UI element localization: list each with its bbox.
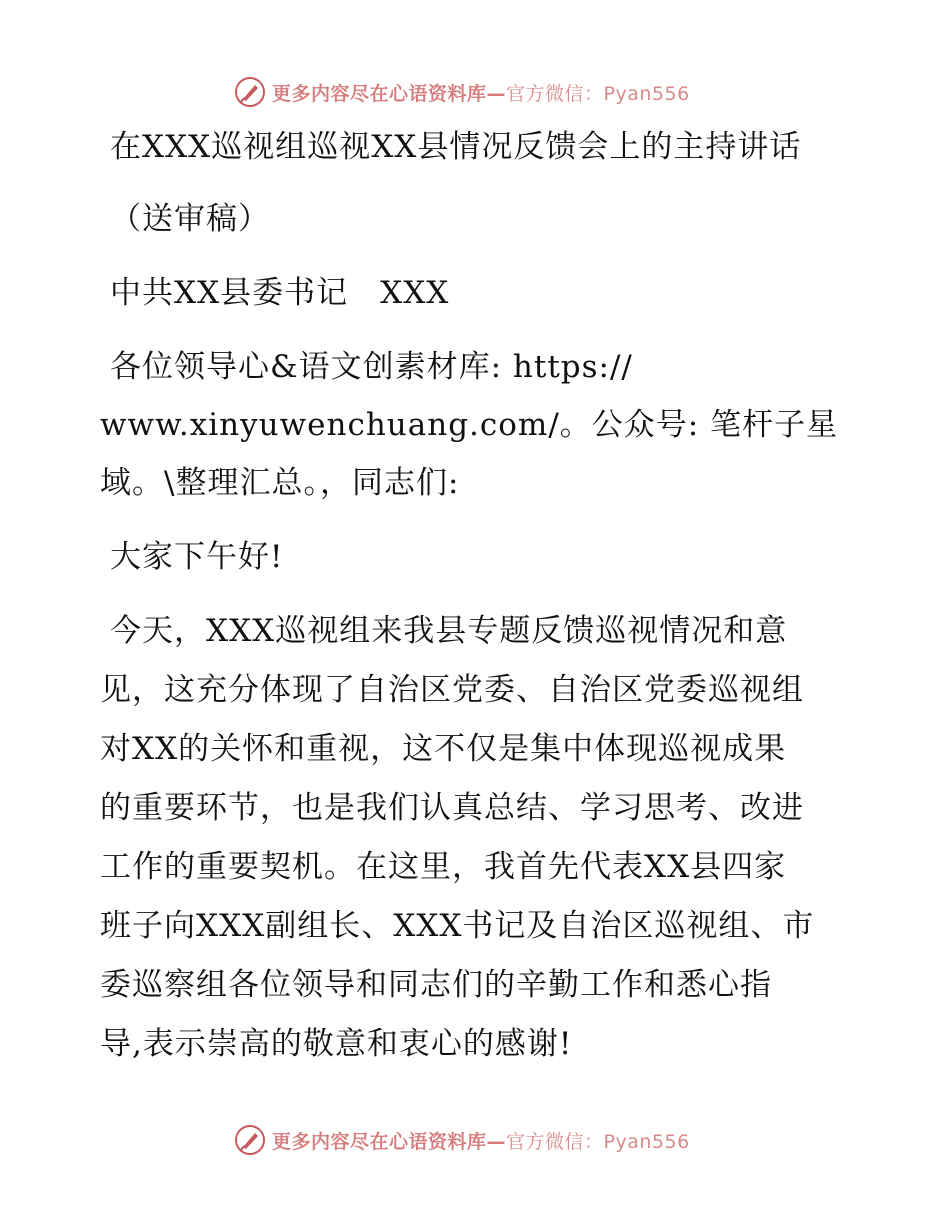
- banner-site-text: 更多内容尽在心语资料库—: [272, 1130, 507, 1153]
- salutation-line: 各位领导心&语文创素材库: https://: [110, 349, 633, 385]
- banner-wechat-text: 官方微信：Pyan556: [506, 82, 690, 105]
- header-banner: [0, 72, 950, 112]
- document-subtitle: （送审稿）: [110, 201, 270, 237]
- banner-text: [272, 1127, 690, 1154]
- body-line: 的重要环节，也是我们认真总结、学习思考、改进: [100, 790, 804, 826]
- body-line: 见，这充分体现了自治区党委、自治区党委巡视组: [100, 672, 804, 708]
- body-line: 委巡察组各位领导和同志们的辛勤工作和悉心指: [100, 967, 772, 1003]
- body-line: 对XX的关怀和重视，这不仅是集中体现巡视成果: [100, 731, 787, 767]
- body-line: 今天，XXX巡视组来我县专题反馈巡视情况和意: [110, 613, 788, 649]
- body-line: 导,表示崇高的敬意和衷心的感谢!: [100, 1026, 573, 1062]
- banner-site-text: 更多内容尽在心语资料库—: [272, 82, 507, 105]
- speaker-line: 中共XX县委书记 XXX: [110, 275, 450, 311]
- greeting-line: 大家下午好!: [110, 539, 284, 575]
- salutation-line: 域。\整理汇总。，同志们:: [100, 465, 460, 501]
- body-line: 工作的重要契机。在这里，我首先代表XX县四家: [100, 849, 787, 885]
- quill-pen-logo-icon: [234, 76, 266, 108]
- document-title: 在XXX巡视组巡视XX县情况反馈会上的主持讲话: [110, 129, 802, 165]
- banner-content: [234, 72, 690, 112]
- banner-wechat-text: 官方微信：Pyan556: [506, 1130, 690, 1153]
- banner-content: [234, 1120, 690, 1160]
- salutation-line: www.xinyuwenchuang.com/。公众号: 笔杆子星: [100, 407, 839, 443]
- body-line: 班子向XXX副组长、XXX书记及自治区巡视组、市: [100, 908, 815, 944]
- banner-text: [272, 79, 690, 106]
- footer-banner: [0, 1120, 950, 1160]
- quill-pen-logo-icon: [234, 1124, 266, 1156]
